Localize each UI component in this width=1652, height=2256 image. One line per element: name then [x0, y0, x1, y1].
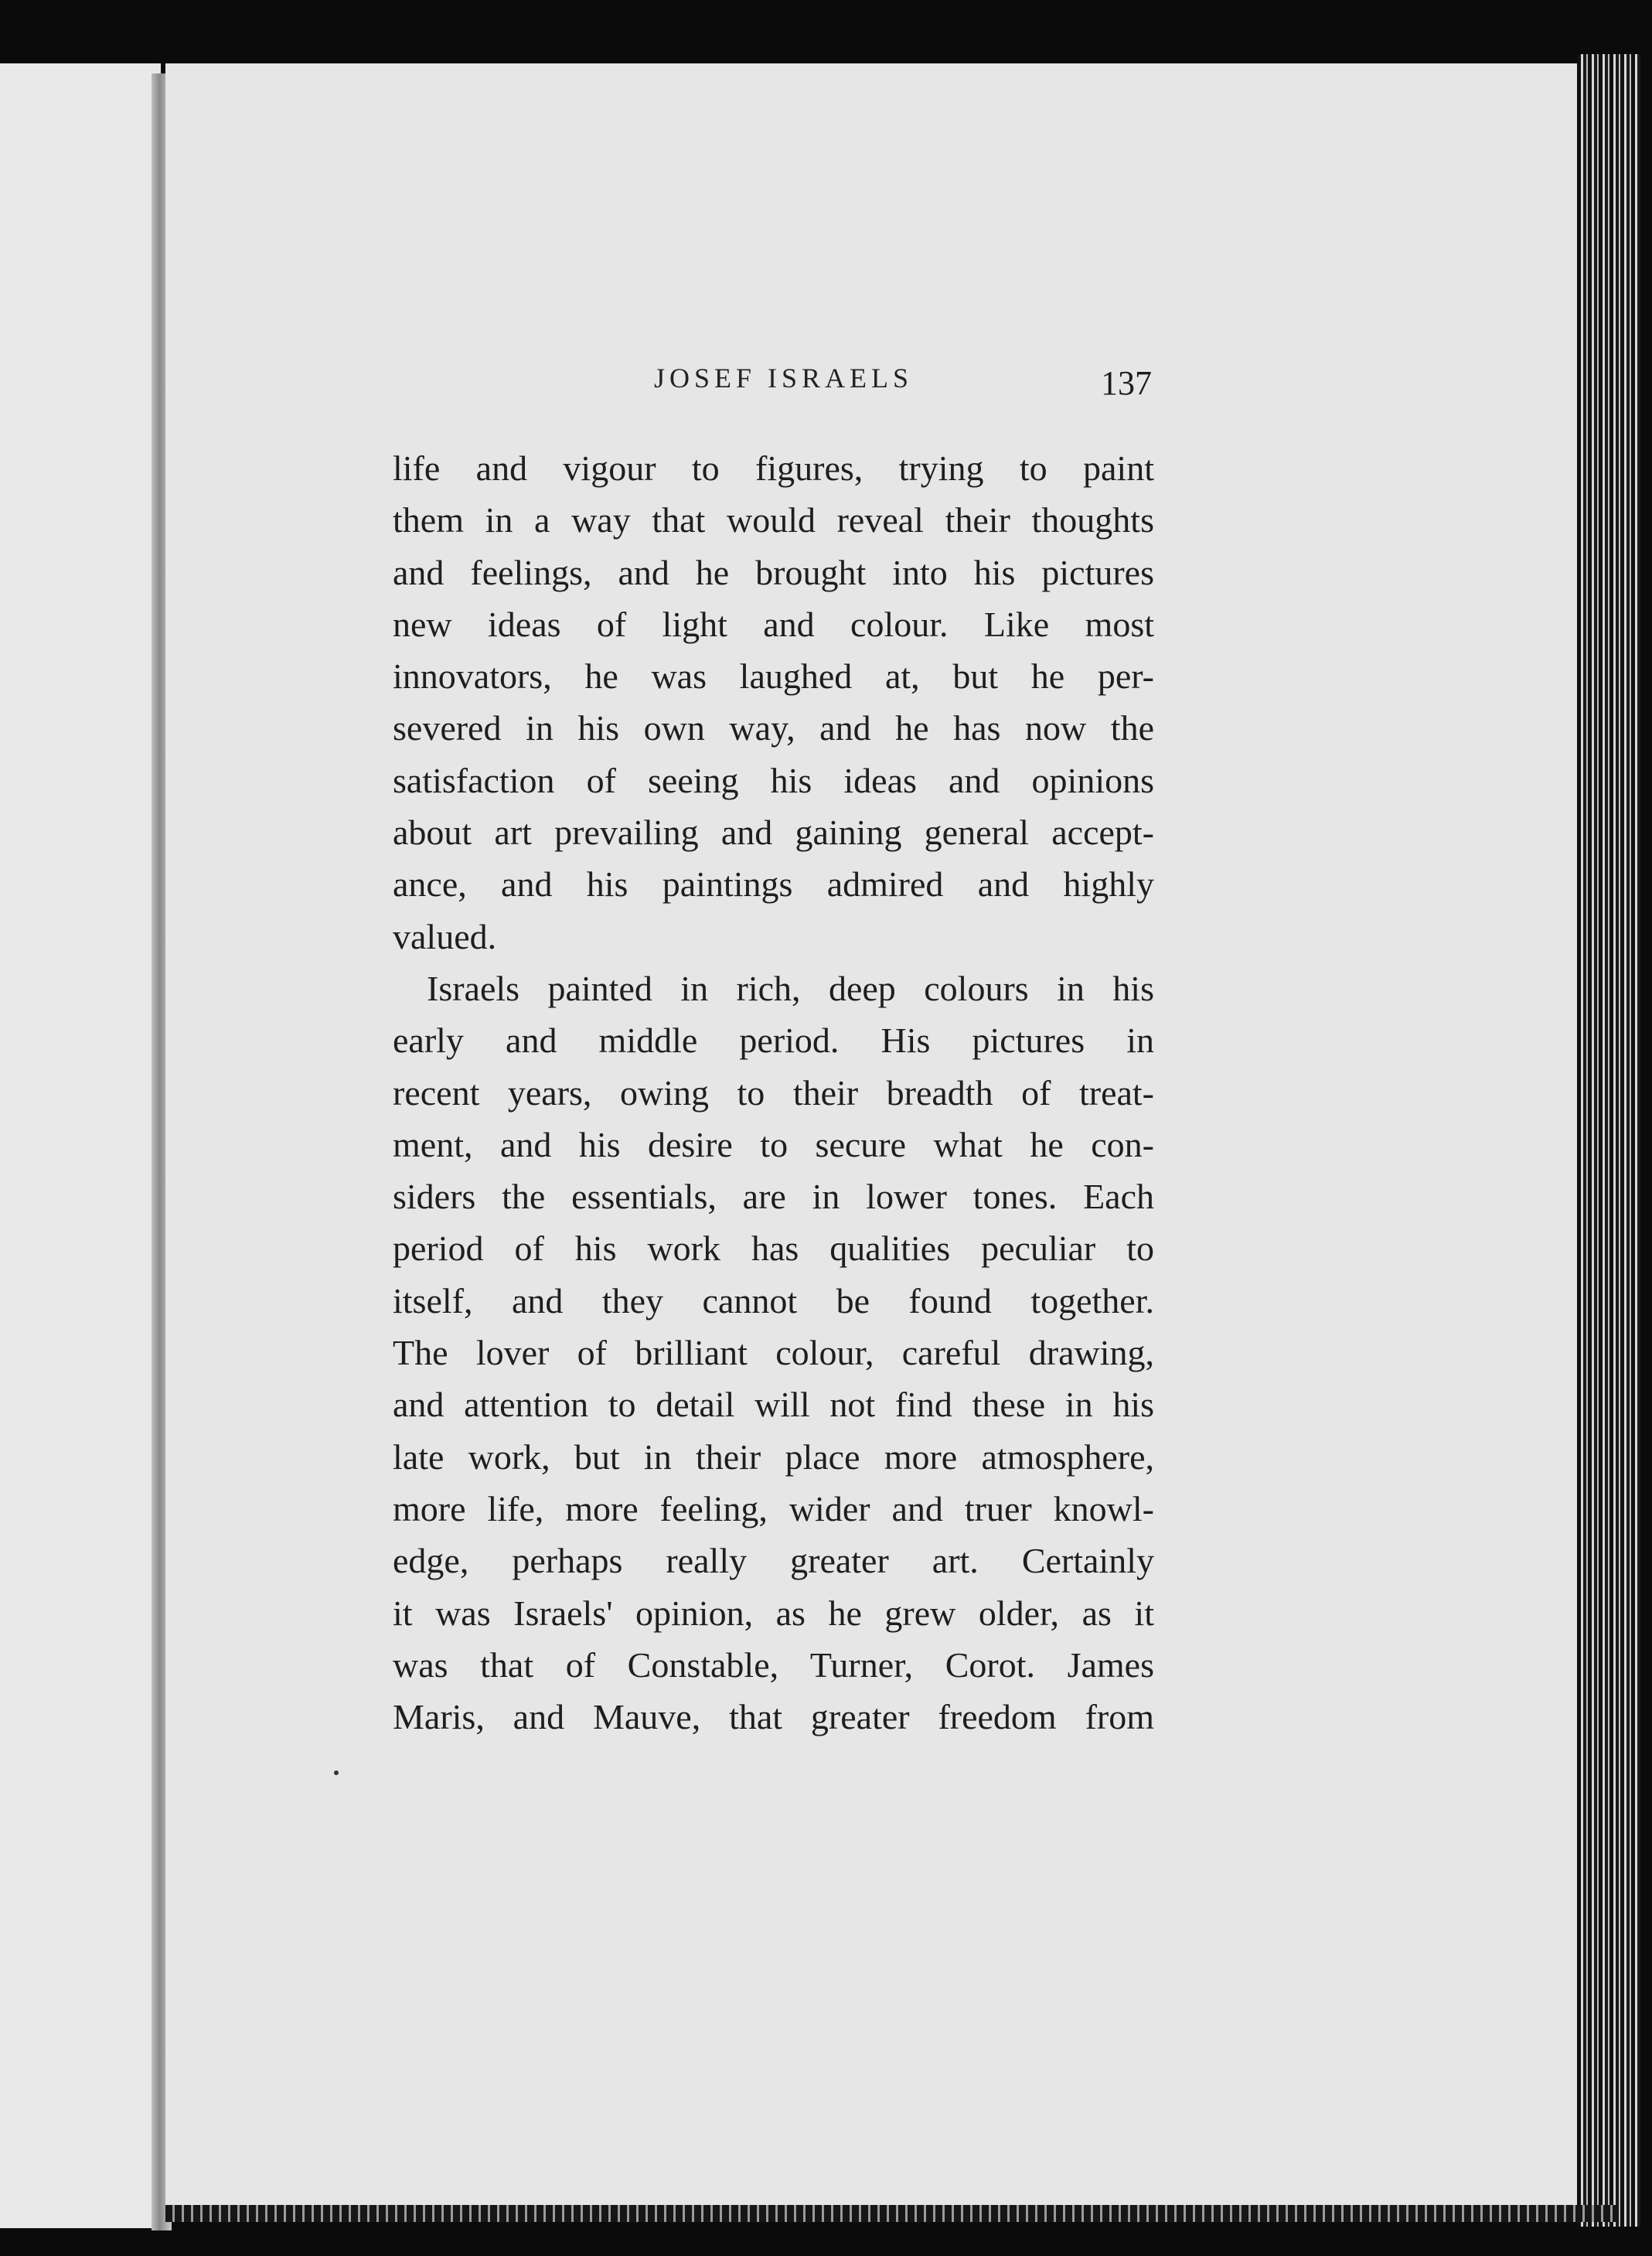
text-line: valued.: [393, 916, 497, 956]
text-line: Israels painted in rich, deep colours in his: [427, 968, 1154, 1008]
text-line: was that of Constable, Turner, Corot. James: [393, 1644, 1154, 1685]
text-line: The lover of brilliant colour, careful drawing,: [393, 1333, 1154, 1373]
left-page-edge: [0, 63, 161, 2228]
text-line: life and vigour to figures, trying to paint: [393, 448, 1154, 488]
text-line: them in a way that would reveal their thoughts: [393, 500, 1154, 540]
page-number: 137: [1101, 364, 1152, 402]
text-line: it was Israels' opinion, as he grew older, as it: [393, 1593, 1154, 1633]
text-line: edge, perhaps really greater art. Certainly: [393, 1541, 1154, 1581]
text-line: siders the essentials, are in lower tones. Each: [393, 1177, 1154, 1217]
text-line: ment, and his desire to secure what he con-: [393, 1124, 1154, 1164]
ink-speck: [334, 1770, 339, 1775]
text-line: Maris, and Mauve, that greater freedom from: [393, 1697, 1154, 1737]
text-line: satisfaction of seeing his ideas and opinions: [393, 760, 1154, 800]
running-head: JOSEF ISRAELS: [654, 363, 914, 394]
text-line: severed in his own way, and he has now the: [393, 708, 1154, 748]
text-line: recent years, owing to their breadth of treat-: [393, 1072, 1154, 1113]
text-line: itself, and they cannot be found together.: [393, 1280, 1154, 1321]
page-stack-edge: [1577, 54, 1640, 2227]
text-line: and feelings, and he brought into his pictures: [393, 552, 1154, 592]
text-line: period of his work has qualities peculiar to: [393, 1229, 1154, 1269]
bottom-page-edge: [165, 2205, 1619, 2222]
text-line: early and middle period. His pictures in: [393, 1021, 1154, 1061]
text-line: about art prevailing and gaining general accept-: [393, 813, 1154, 853]
text-line: new ideas of light and colour. Like most: [393, 604, 1154, 644]
text-line: more life, more feeling, wider and truer knowl-: [393, 1488, 1154, 1528]
text-line: late work, but in their place more atmosphere,: [393, 1436, 1154, 1477]
body-text: [393, 442, 1154, 1743]
text-line: ance, and his paintings admired and highly: [393, 864, 1154, 905]
text-line: and attention to detail will not find these in his: [393, 1385, 1154, 1425]
text-line: innovators, he was laughed at, but he per-: [393, 656, 1154, 697]
